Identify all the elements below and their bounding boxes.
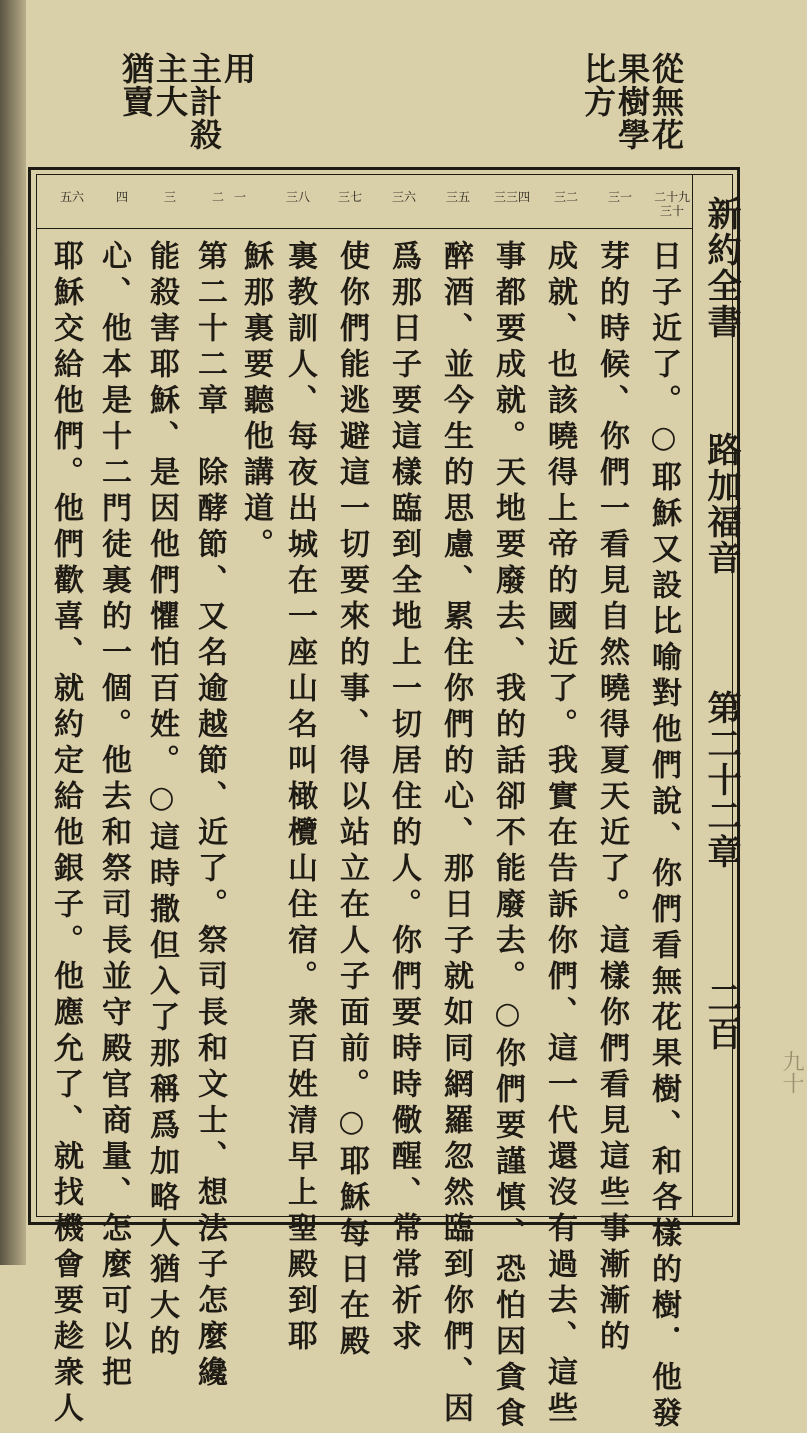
- header-chapter: 第二十二章: [701, 690, 741, 870]
- header-divider: [692, 174, 693, 1217]
- text-column-13: 耶穌交給他們。他們歡喜、就約定給他銀子。他應允了、就找機會要趁衆人: [48, 240, 83, 1428]
- top-note-left-2: 主計殺: [185, 52, 223, 151]
- header-gospel-title: 路加福音: [701, 432, 741, 576]
- bleed-through-text: 九十: [779, 1050, 804, 1094]
- verse-number: 二十九: [654, 190, 691, 204]
- verse-number: 二: [211, 190, 224, 204]
- verse-number: 三七: [337, 190, 362, 204]
- text-column-8: 裏教訓人、每夜出城在一座山名叫橄欖山住宿。衆百姓清早上聖殿到耶: [282, 240, 317, 1356]
- text-column-6: 爲那日子要這樣臨到全地上一切居住的人。你們要時時儆醒、常常祈求: [386, 240, 421, 1356]
- top-note-right-1: 從無花: [647, 52, 685, 151]
- text-column-1: 日子近了。○耶穌又設比喻對他們說、你們看無花果樹、和各樣的樹．他發: [646, 240, 681, 1433]
- text-column-9: 穌那裏要聽他講道。: [238, 240, 273, 564]
- text-column-7: 使你們能逃避這一切要來的事、得以站立在人子面前。○耶穌每日在殿: [334, 240, 369, 1361]
- verse-number: 三三四: [494, 190, 531, 204]
- top-note-left-3: 主大: [151, 52, 189, 118]
- text-column-11: 能殺害耶穌、是因他們懼怕百姓。○這時撒但入了那稱爲加略人猶大的: [144, 240, 179, 1361]
- top-note-left-1: 用: [219, 52, 257, 85]
- header-book-title: 新約全書: [701, 196, 741, 340]
- verse-number: 四: [115, 190, 128, 204]
- chapter-heading-column: 第二十二章 除酵節、又名逾越節、近了。祭司長和文士、想法子怎麼纔: [192, 240, 227, 1392]
- verse-number: 三: [163, 190, 176, 204]
- verse-number-divider: [36, 228, 692, 229]
- text-column-3: 成就、也該曉得上帝的國近了。我實在告訴你們、這一代還沒有過去、這些: [542, 240, 577, 1428]
- top-note-right-3: 比方: [579, 52, 617, 118]
- text-column-12: 心、他本是十二門徒裏的一個。他去和祭司長並守殿官商量、怎麼可以把: [96, 240, 131, 1392]
- verse-number: 一: [233, 190, 246, 204]
- verse-number: 三二: [553, 190, 578, 204]
- header-page-number: 二百: [701, 980, 741, 1052]
- verse-number: 三一: [607, 190, 632, 204]
- verse-number: 三五: [445, 190, 470, 204]
- verse-number: 三十: [659, 204, 684, 218]
- book-gutter: [0, 0, 26, 1265]
- verse-number: 三六: [391, 190, 416, 204]
- text-column-2: 芽的時候、你們一看見自然曉得夏天近了。這樣你們看見這些事漸漸的: [594, 240, 629, 1356]
- text-column-5: 醉酒、並今生的思慮、累住你們的心、那日子就如同網羅忽然臨到你們、因: [438, 240, 473, 1428]
- text-column-4: 事都要成就。天地要廢去、我的話卻不能廢去。○你們要謹慎、恐怕因貪食: [490, 240, 525, 1433]
- verse-number: 三八: [285, 190, 310, 204]
- verse-number: 五六: [59, 190, 84, 204]
- top-note-left-4: 猶賣: [117, 52, 155, 118]
- top-note-right-2: 果樹學: [613, 52, 651, 151]
